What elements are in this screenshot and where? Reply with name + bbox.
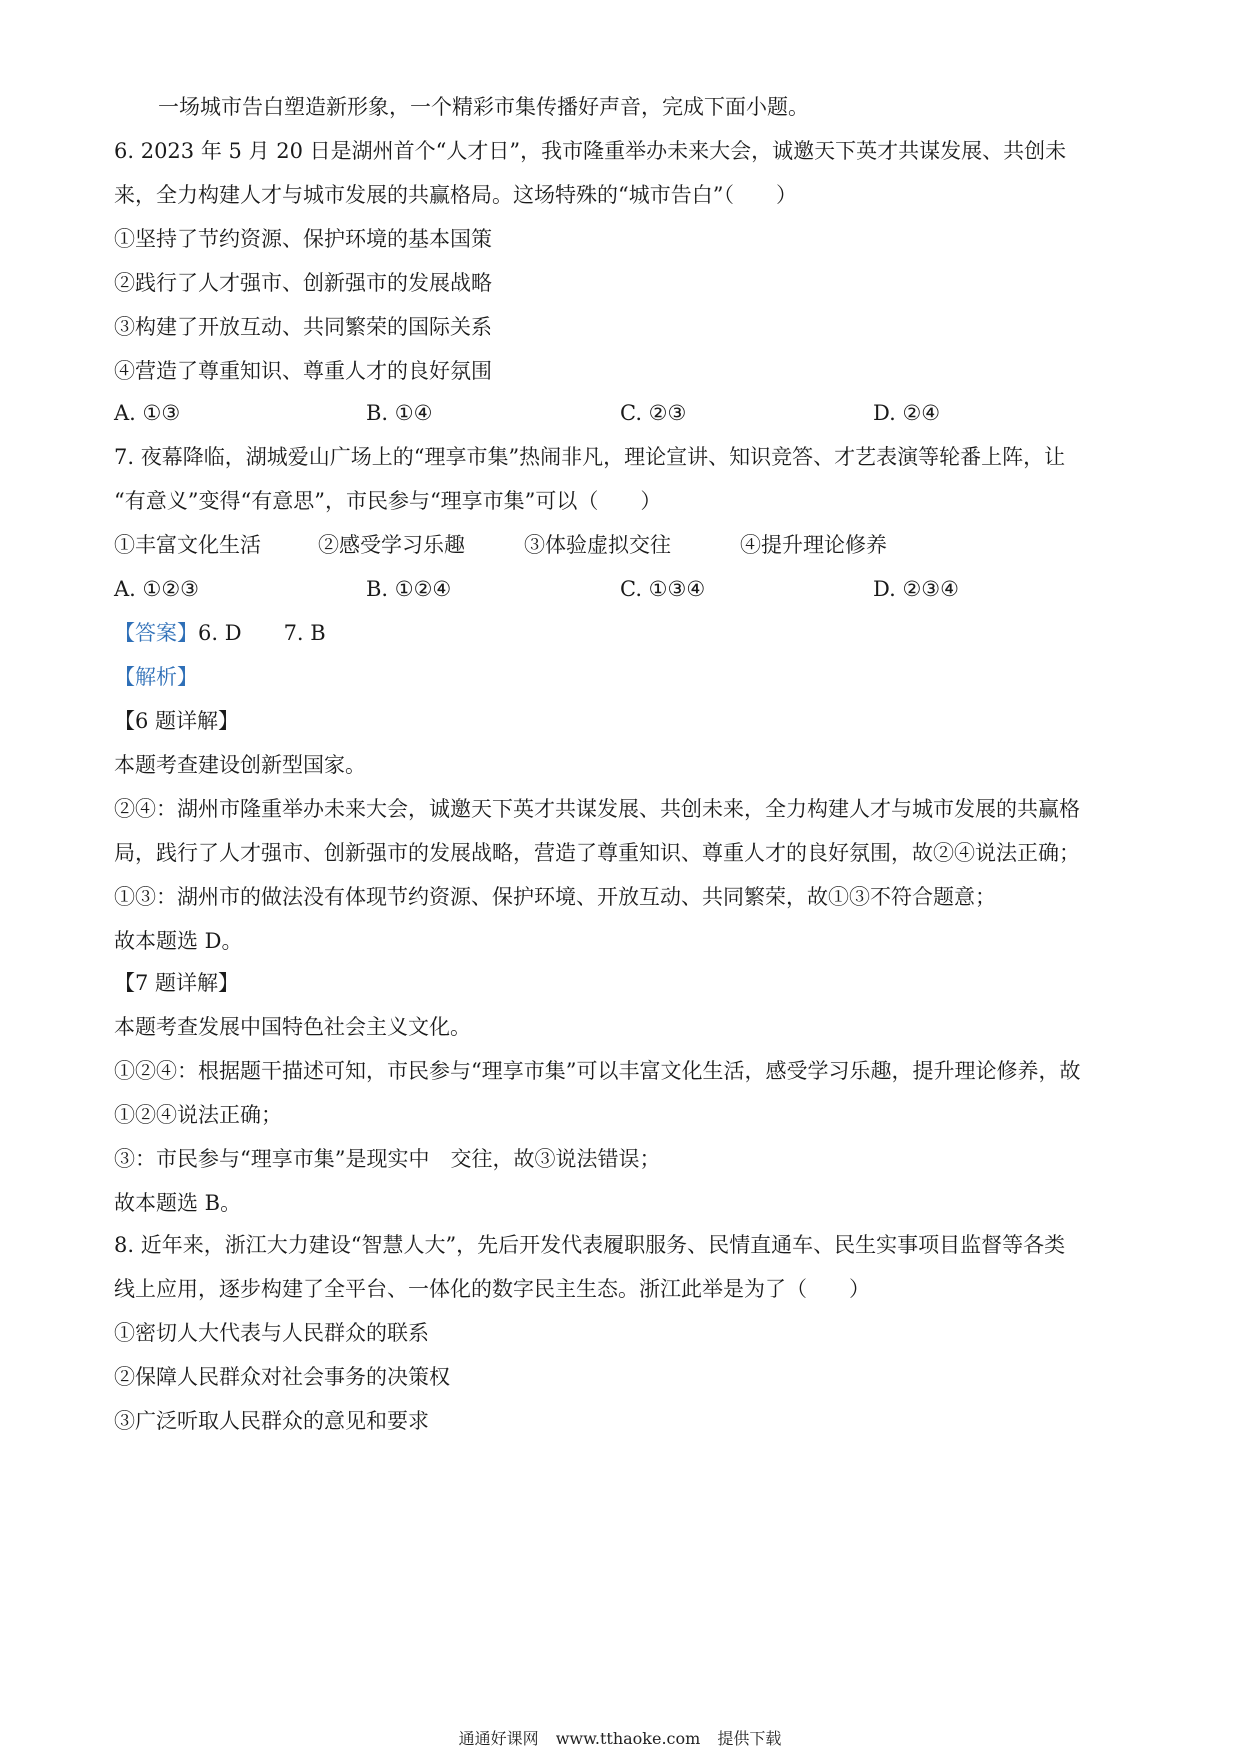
question-8-statement-2: ②保障人民群众对社会事务的决策权 — [114, 1365, 450, 1389]
detail-6-line-5: 故本题选 D。 — [114, 929, 243, 953]
question-7-statement-1: ①丰富文化生活 — [114, 533, 261, 557]
question-7-statement-3: ③体验虚拟交往 — [524, 533, 671, 557]
footer-site-name: 通通好课网 — [458, 1729, 539, 1748]
page-footer — [0, 1728, 1240, 1750]
analysis-label: 【解析】 — [114, 665, 198, 689]
footer-url[interactable]: www.tthaoke.com — [555, 1729, 701, 1748]
question-7-statement-4: ④提升理论修养 — [740, 533, 887, 557]
question-6-stem-line-2: 来，全力构建人才与城市发展的共赢格局。这场特殊的“城市告白”（ ） — [114, 183, 797, 207]
detail-7-line-3: ①②④说法正确； — [114, 1103, 282, 1127]
question-7-option-c: C. ①③④ — [620, 577, 706, 601]
question-7-stem-line-2: “有意义”变得“有意思”，市民参与“理享市集”可以（ ） — [114, 489, 662, 513]
question-7-statement-2: ②感受学习乐趣 — [318, 533, 465, 557]
question-6-statement-1: ①坚持了节约资源、保护环境的基本国策 — [114, 227, 492, 251]
detail-6-title: 【6 题详解】 — [114, 709, 240, 733]
question-6-option-d: D. ②④ — [873, 401, 941, 425]
question-6-option-a: A. ①③ — [114, 401, 181, 425]
answer-label: 【答案】 — [114, 621, 198, 645]
answer-q7: 7. B — [283, 621, 326, 645]
question-7-option-d: D. ②③④ — [873, 577, 959, 601]
question-7-option-a: A. ①②③ — [114, 577, 199, 601]
question-8-statement-3: ③广泛听取人民群众的意见和要求 — [114, 1409, 429, 1433]
question-6-statement-4: ④营造了尊重知识、尊重人才的良好氛围 — [114, 359, 492, 383]
question-6-statement-2: ②践行了人才强市、创新强市的发展战略 — [114, 271, 492, 295]
question-6-option-c: C. ②③ — [620, 401, 687, 425]
answer-q6: 6. D — [198, 621, 242, 645]
answer-line — [114, 618, 1134, 648]
detail-7-title: 【7 题详解】 — [114, 971, 240, 995]
detail-6-line-3: 局，践行了人才强市、创新强市的发展战略，营造了尊重知识、尊重人才的良好氛围，故②④说法正确； — [114, 841, 1080, 865]
question-8-statement-1: ①密切人大代表与人民群众的联系 — [114, 1321, 429, 1345]
question-8-stem-line-1: 8. 近年来，浙江大力建设“智慧人大”，先后开发代表履职服务、民情直通车、民生实事项目监督等各类 — [114, 1233, 1066, 1257]
detail-6-line-4: ①③：湖州市的做法没有体现节约资源、保护环境、开放互动、共同繁荣，故①③不符合题意； — [114, 885, 996, 909]
question-8-stem-line-2: 线上应用，逐步构建了全平台、一体化的数字民主生态。浙江此举是为了（ ） — [114, 1277, 870, 1301]
question-6-statement-3: ③构建了开放互动、共同繁荣的国际关系 — [114, 315, 492, 339]
detail-7-line-1: 本题考查发展中国特色社会主义文化。 — [114, 1015, 471, 1039]
question-7-option-b: B. ①②④ — [366, 577, 452, 601]
question-6-stem-line-1: 6. 2023 年 5 月 20 日是湖州首个“人才日”，我市隆重举办未来大会，诚邀天下英才共谋发展、共创未 — [114, 139, 1067, 163]
question-6-option-b: B. ①④ — [366, 401, 433, 425]
section-intro: 一场城市告白塑造新形象，一个精彩市集传播好声音，完成下面小题。 — [158, 95, 809, 119]
detail-7-line-2: ①②④：根据题干描述可知，市民参与“理享市集”可以丰富文化生活，感受学习乐趣，提升理论修养，故 — [114, 1059, 1081, 1083]
detail-6-line-1: 本题考查建设创新型国家。 — [114, 753, 366, 777]
detail-7-line-4: ③：市民参与“理享市集”是现实中 交往，故③说法错误； — [114, 1147, 661, 1171]
detail-6-line-2: ②④：湖州市隆重举办未来大会，诚邀天下英才共谋发展、共创未来，全力构建人才与城市发展的共赢格 — [114, 797, 1080, 821]
question-7-stem-line-1: 7. 夜幕降临，湖城爱山广场上的“理享市集”热闹非凡，理论宣讲、知识竞答、才艺表演等轮番上阵，让 — [114, 445, 1066, 469]
detail-7-line-5: 故本题选 B。 — [114, 1191, 242, 1215]
footer-note: 提供下载 — [717, 1729, 782, 1748]
